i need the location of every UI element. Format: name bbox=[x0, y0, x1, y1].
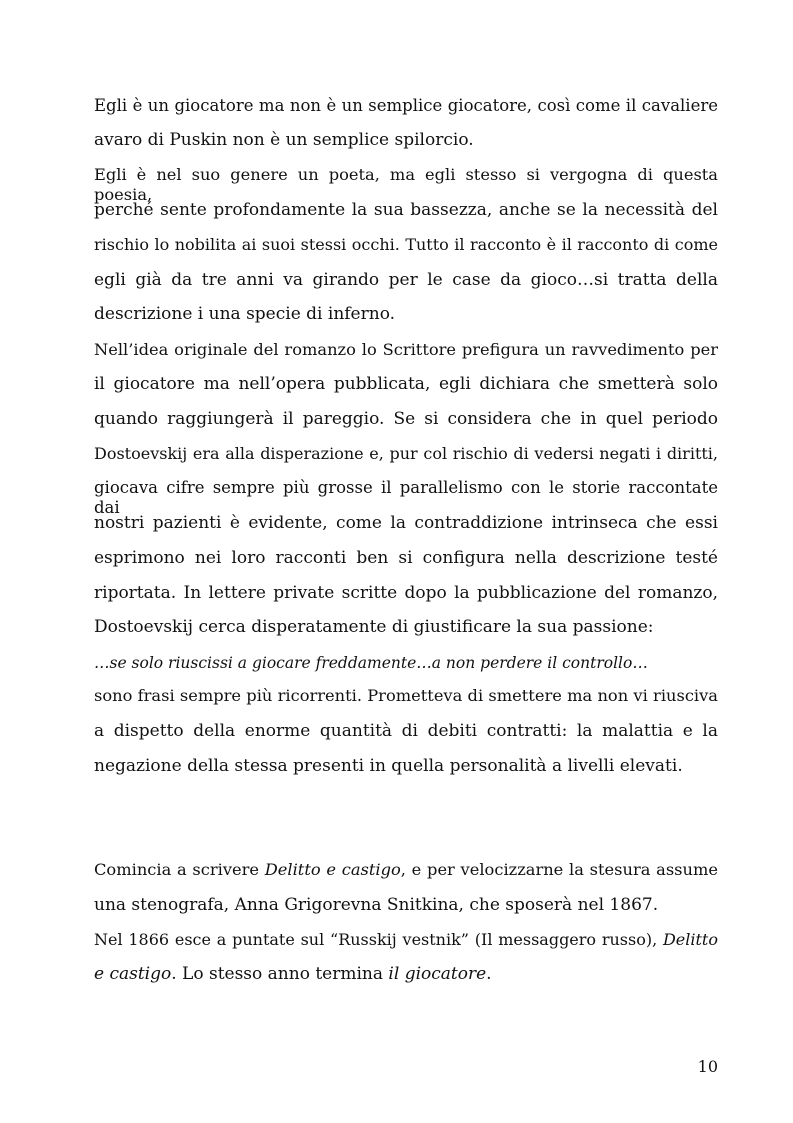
body-line: Dostoevskij era alla disperazione e, pur col rischio di vedersi negati i diritti, bbox=[94, 444, 718, 463]
text-run: Nel 1866 esce a puntate sul “Russkij vestnik” (Il messaggero russo), bbox=[94, 930, 663, 949]
body-line: Nell’idea originale del romanzo lo Scrittore prefigura un ravvedimento per bbox=[94, 340, 718, 359]
body-line: Dostoevskij cerca disperatamente di giustificare la sua passione: bbox=[94, 617, 654, 637]
body-line: egli già da tre anni va girando per le case da gioco…si tratta della bbox=[94, 270, 718, 290]
body-line: nostri pazienti è evidente, come la contraddizione intrinseca che essi bbox=[94, 513, 718, 533]
body-line: perché sente profondamente la sua bassezza, anche se la necessità del bbox=[94, 200, 718, 220]
book-title: Delitto e castigo bbox=[264, 860, 401, 879]
body-line: sono frasi sempre più ricorrenti. Prometteva di smettere ma non vi riusciva bbox=[94, 686, 718, 705]
text-run: , e per velocizzarne la stesura assume bbox=[400, 860, 718, 879]
book-title: Delitto bbox=[662, 930, 718, 949]
body-line: riportata. In lettere private scritte dopo la pubblicazione del romanzo, bbox=[94, 583, 718, 603]
body-line: avaro di Puskin non è un semplice spilorcio. bbox=[94, 130, 474, 150]
page-number: 10 bbox=[697, 1057, 718, 1076]
body-line: esprimono nei loro racconti ben si configura nella descrizione testé bbox=[94, 548, 718, 568]
body-line bbox=[94, 860, 718, 880]
text-run: . Lo stesso anno termina bbox=[171, 964, 389, 984]
body-line bbox=[94, 964, 718, 984]
body-line: rischio lo nobilita ai suoi stessi occhi. Tutto il racconto è il racconto di come bbox=[94, 235, 718, 254]
body-line: Egli è un giocatore ma non è un semplice giocatore, così come il cavaliere bbox=[94, 96, 718, 115]
body-line: a dispetto della enorme quantità di debiti contratti: la malattia e la bbox=[94, 721, 718, 741]
body-line: una stenografa, Anna Grigorevna Snitkina, che sposerà nel 1867. bbox=[94, 895, 659, 915]
text-run: Comincia a scrivere bbox=[94, 860, 265, 879]
body-line: negazione della stessa presenti in quella personalità a livelli elevati. bbox=[94, 756, 683, 776]
book-title: e castigo bbox=[94, 964, 172, 984]
body-line: il giocatore ma nell’opera pubblicata, egli dichiara che smetterà solo bbox=[94, 374, 718, 394]
body-line: descrizione i una specie di inferno. bbox=[94, 304, 396, 324]
book-title: il giocatore bbox=[388, 964, 487, 984]
body-line: giocava cifre sempre più grosse il parallelismo con le storie raccontate dai bbox=[94, 478, 718, 517]
body-line: Egli è nel suo genere un poeta, ma egli stesso si vergogna di questa poesia, bbox=[94, 165, 718, 204]
text-run: . bbox=[486, 964, 492, 984]
quote-line: …se solo riuscissi a giocare freddamente…a non perdere il controllo… bbox=[94, 654, 648, 672]
body-line bbox=[94, 930, 718, 950]
body-line: quando raggiungerà il pareggio. Se si considera che in quel periodo bbox=[94, 409, 718, 429]
